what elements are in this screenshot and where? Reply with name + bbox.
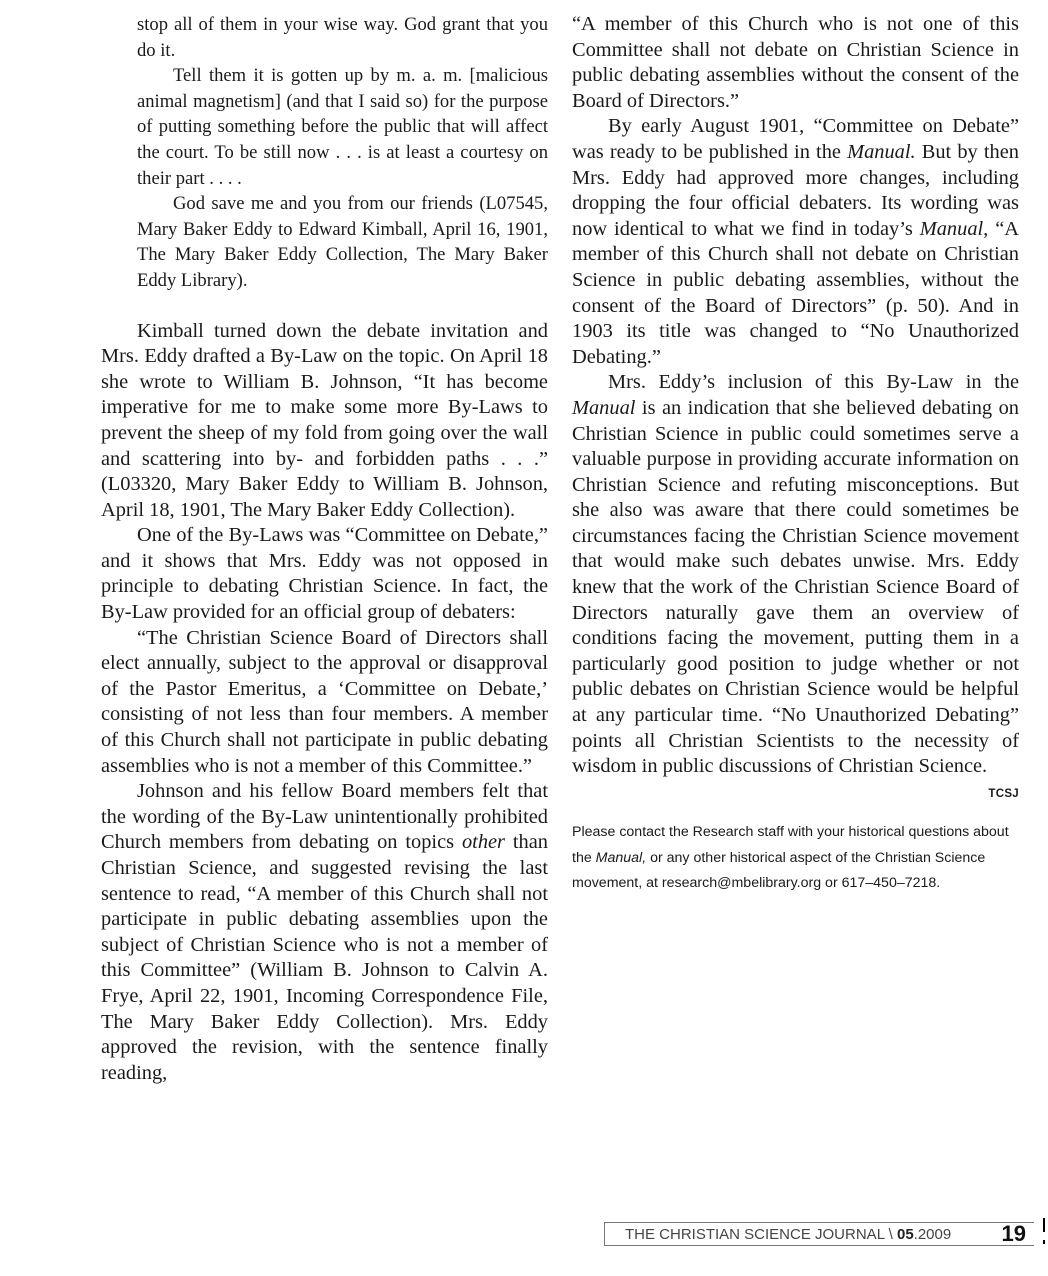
text-run: But by then Mrs. Eddy had approved more changes, including dropping the four official debaters. Its wording was now identical to what we find in today’s	[572, 140, 1019, 240]
letter-quote	[137, 12, 548, 294]
right-column	[572, 12, 1019, 897]
quote-paragraph: Tell them it is gotten up by m. a. m. [malicious animal magnetism] (and that I said so) for the purpose of putting something before the public that will affect the court. To be still now . . . is at least a courtesy on their part . . . .	[137, 65, 548, 189]
emphasis: Manual.	[847, 140, 916, 163]
emphasis: other	[461, 831, 505, 854]
text-run: is an indication that she believed debating on Christian Science in public could sometimes serve a valuable purpose in providing accurate information on Christian Science and refuting misconceptions. But she also was aware that there could sometimes be circumstances facing the Christian Science movement that would make such debates unwise. Mrs. Eddy knew that the work of the Christian Science Board of Directors naturally gave them an overview of conditions facing the movement, putting them in a particularly good position to judge whether or not public debates on Christian Science would be helpful at any particular time. “No Unauthorized Debating” points all Christian Scientists to the necessity of wisdom in public discussions of Christian Science.	[572, 396, 1019, 778]
body-paragraph	[101, 779, 548, 1086]
text-run: “A member of this Church shall not debate on Christian Science in public debating assemblies, without the consent of the Board of Directors” (p. 50). And in 1903 its title was changed to “No Unauthorized Debating.”	[572, 217, 1020, 368]
quote-paragraph: stop all of them in your wise way. God grant that you do it.	[137, 14, 548, 61]
text-run: Mrs. Eddy’s inclusion of this By-Law in the	[608, 371, 1019, 394]
page-footer	[604, 1222, 1034, 1246]
body-paragraph: One of the By-Laws was “Committee on Debate,” and it shows that Mrs. Eddy was not opposed in principle to debating Christian Science. In fact, the By-Law provided for an official group of debaters:	[101, 524, 548, 624]
article-body-left	[101, 319, 548, 1087]
issue-month: 05	[896, 1226, 914, 1243]
body-paragraph	[572, 114, 1019, 370]
text-run: or any other historical aspect of the Christian Science movement, at research@mbelibrary.org or 617–450–7218.	[572, 849, 986, 892]
text-run: By early August 1901, “Committee on Debate” was ready to be published in the	[572, 115, 1019, 163]
emphasis: Manual	[572, 396, 636, 419]
journal-issue-label	[625, 1226, 951, 1243]
text-run: Johnson and his fellow Board members felt that the wording of the By-Law unintentionally prohibited Church members from debating on topics	[101, 780, 548, 854]
bylaw-quote-paragraph: “A member of this Church who is not one of this Committee shall not debate on Christian Science in public debating assemblies without the consent of the Board of Directors.”	[572, 13, 1019, 112]
left-column	[101, 12, 548, 1086]
page-number: 19	[1001, 1221, 1026, 1246]
quote-paragraph	[137, 191, 548, 293]
emphasis: Manual,	[919, 217, 989, 240]
contact-text	[572, 820, 1012, 897]
emphasis: Manual,	[595, 849, 647, 866]
text-run: than Christian Science, and suggested revising the last sentence to read, “A member of this Church shall not participate in public debating assemblies upon the subject of Christian Science who is not a member of this Committee” (William B. Johnson to Calvin A. Frye, April 22, 1901, Incoming Correspondence File, The Mary Baker Eddy Collection). Mrs. Eddy approved the revision, with the sentence finally reading,	[101, 831, 548, 1084]
quote-citation: (L07545, Mary Baker Eddy to Edward Kimball, April 16, 1901, The Mary Baker Eddy Collection, The Mary Baker Eddy Library).	[137, 193, 548, 291]
contact-note	[572, 820, 1012, 897]
bylaw-quote-paragraph: “The Christian Science Board of Directors shall elect annually, subject to the approval or disapproval of the Pastor Emeritus, a ‘Committee on Debate,’ consisting of not less than four members. A member of this Church shall not participate in public debating assemblies who is not a member of this Committee.”	[101, 626, 548, 777]
crop-mark	[1043, 1218, 1045, 1232]
crop-mark	[1043, 1240, 1045, 1244]
article-body-right	[572, 12, 1019, 780]
body-paragraph	[572, 370, 1019, 780]
journal-name: THE CHRISTIAN SCIENCE JOURNAL \	[625, 1226, 897, 1243]
author-signoff: TCSJ	[988, 787, 1019, 800]
body-paragraph: Kimball turned down the debate invitation and Mrs. Eddy drafted a By-Law on the topic. On April 18 she wrote to William B. Johnson, “It has become imperative for me to make some more By-Laws to prevent the sheep of my fold from going over the wall and scattering into by- and forbidden paths . . .” (L03320, Mary Baker Eddy to William B. Johnson, April 18, 1901, The Mary Baker Eddy Collection).	[101, 319, 548, 521]
issue-year: .2009	[913, 1226, 952, 1243]
quote-text: God save me and you from our friends	[173, 193, 480, 215]
text-run: Please contact the Research staff with your historical questions about the	[572, 823, 1009, 866]
